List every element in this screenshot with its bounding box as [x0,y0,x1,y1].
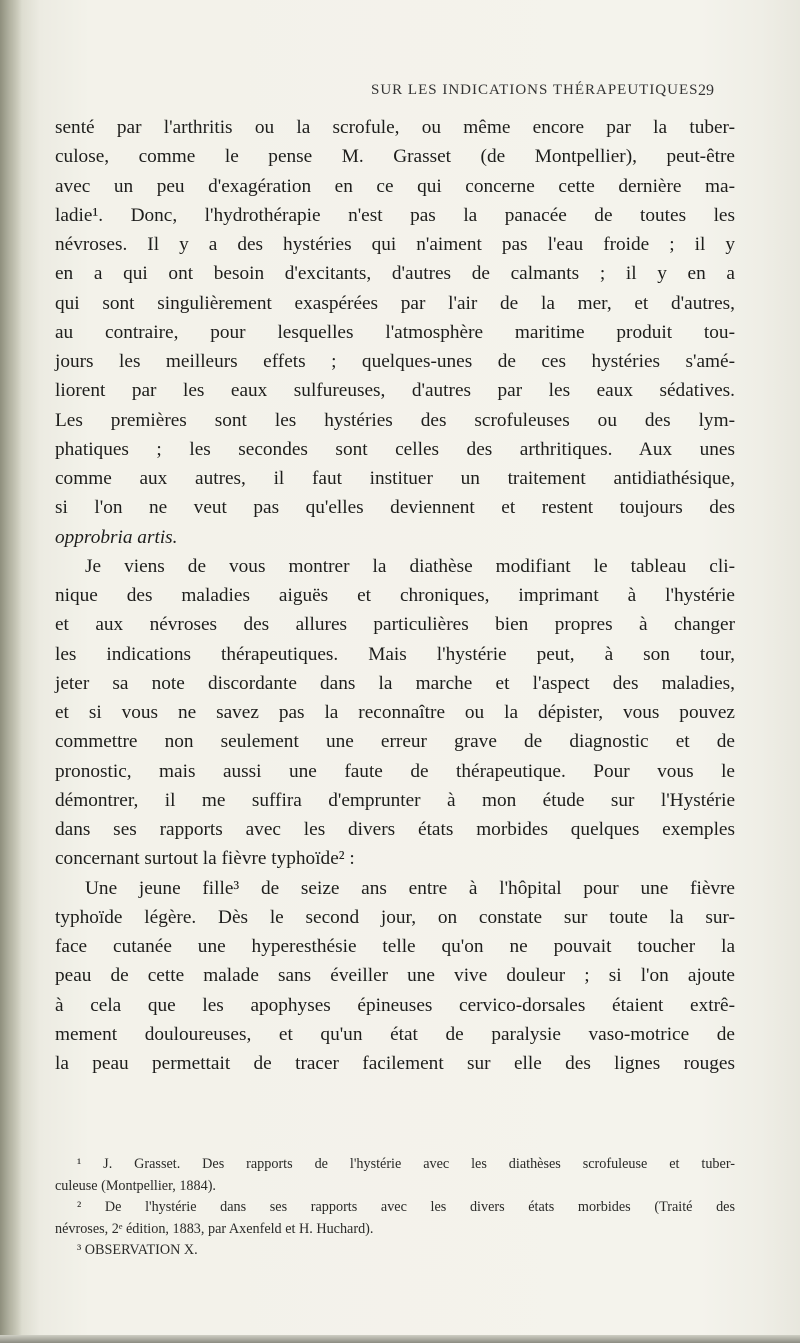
text-line: jours les meilleurs effets ; quelques-unes de ces hystéries s'amé- [55,351,735,372]
text-line: comme aux autres, il faut instituer un traitement antidiathésique, [55,468,735,489]
text-line: ladie¹. Donc, l'hydrothérapie n'est pas la panacée de toutes les [55,204,735,226]
text-line: la peau permettait de tracer facilement sur elle des lignes rouges [55,1053,735,1074]
text-line: concernant surtout la fièvre typhoïde² : [55,848,355,870]
running-head: SUR LES INDICATIONS THÉRAPEUTIQUES [371,82,699,98]
text-line: mement douloureuses, et qu'un état de paralysie vaso-motrice de [55,1023,735,1045]
text-line: dans ses rapports avec les divers états morbides quelques exemples [55,819,735,840]
text-line: névroses. Il y a des hystéries qui n'aiment pas l'eau froide ; il y [55,234,735,255]
text-line: peau de cette malade sans éveiller une vive douleur ; si l'on ajoute [55,965,735,987]
text-line: phatiques ; les secondes sont celles des arthritiques. Aux unes [55,438,735,460]
footnote-line: culeuse (Montpellier, 1884). [55,1177,216,1194]
footnote-line: ² De l'hystérie dans ses rapports avec les divers états morbides (Traité des [77,1199,735,1215]
text-line: opprobria artis. [55,526,178,548]
text-line: Je viens de vous montrer la diathèse modifiant le tableau cli- [85,555,735,577]
text-line: face cutanée une hyperesthésie telle qu'on ne pouvait toucher la [55,936,735,957]
text-line: démontrer, il me suffira d'emprunter à mon étude sur l'Hystérie [55,789,735,811]
footnote-line: ³ OBSERVATION X. [77,1242,198,1258]
text-line: liorent par les eaux sulfureuses, d'autres par les eaux sédatives. [55,380,735,402]
footnote-line: névroses, 2ᵉ édition, 1883, par Axenfeld et H. Huchard). [55,1220,374,1237]
binding-shadow [0,0,22,1343]
text-line: avec un peu d'exagération en ce qui concerne cette dernière ma- [55,175,735,197]
text-line: Les premières sont les hystéries des scrofuleuses ou des lym- [55,409,735,431]
text-line: et aux névroses des allures particulières bien propres à changer [55,614,735,636]
body-text [55,113,735,1078]
text-line: au contraire, pour lesquelles l'atmosphère maritime produit tou- [55,321,735,343]
text-line: en a qui ont besoin d'excitants, d'autres de calmants ; il y en a [55,263,735,285]
text-line: culose, comme le pense M. Grasset (de Montpellier), peut-être [55,146,735,168]
text-line: commettre non seulement une erreur grave de diagnostic et de [55,731,735,753]
text-line: nique des maladies aiguës et chroniques, imprimant à l'hystérie [55,585,735,606]
page-header [56,82,776,106]
footnote-line: ¹ J. Grasset. Des rapports de l'hystérie avec les diathèses scrofuleuse et tuber- [77,1156,735,1172]
page-number: 29 [698,82,714,99]
text-line: jeter sa note discordante dans la marche et l'aspect des maladies, [55,672,735,694]
text-line: à cela que les apophyses épineuses cervico-dorsales étaient extrê- [55,994,735,1016]
text-line: les indications thérapeutiques. Mais l'hystérie peut, à son tour, [55,643,735,665]
text-line: Une jeune fille³ de seize ans entre à l'hôpital pour une fièvre [85,877,735,899]
text-line: pronostic, mais aussi une faute de thérapeutique. Pour vous le [55,760,735,782]
footnotes [55,1154,735,1262]
text-line: qui sont singulièrement exaspérées par l'air de la mer, et d'autres, [55,292,735,314]
text-line: typhoïde légère. Dès le second jour, on constate sur toute la sur- [55,906,735,928]
text-line: si l'on ne veut pas qu'elles deviennent et restent toujours des [55,497,735,519]
text-line: senté par l'arthritis ou la scrofule, ou même encore par la tuber- [55,117,735,138]
text-line: et si vous ne savez pas la reconnaître ou la dépister, vous pouvez [55,702,735,723]
page-bottom-edge [0,1335,800,1343]
